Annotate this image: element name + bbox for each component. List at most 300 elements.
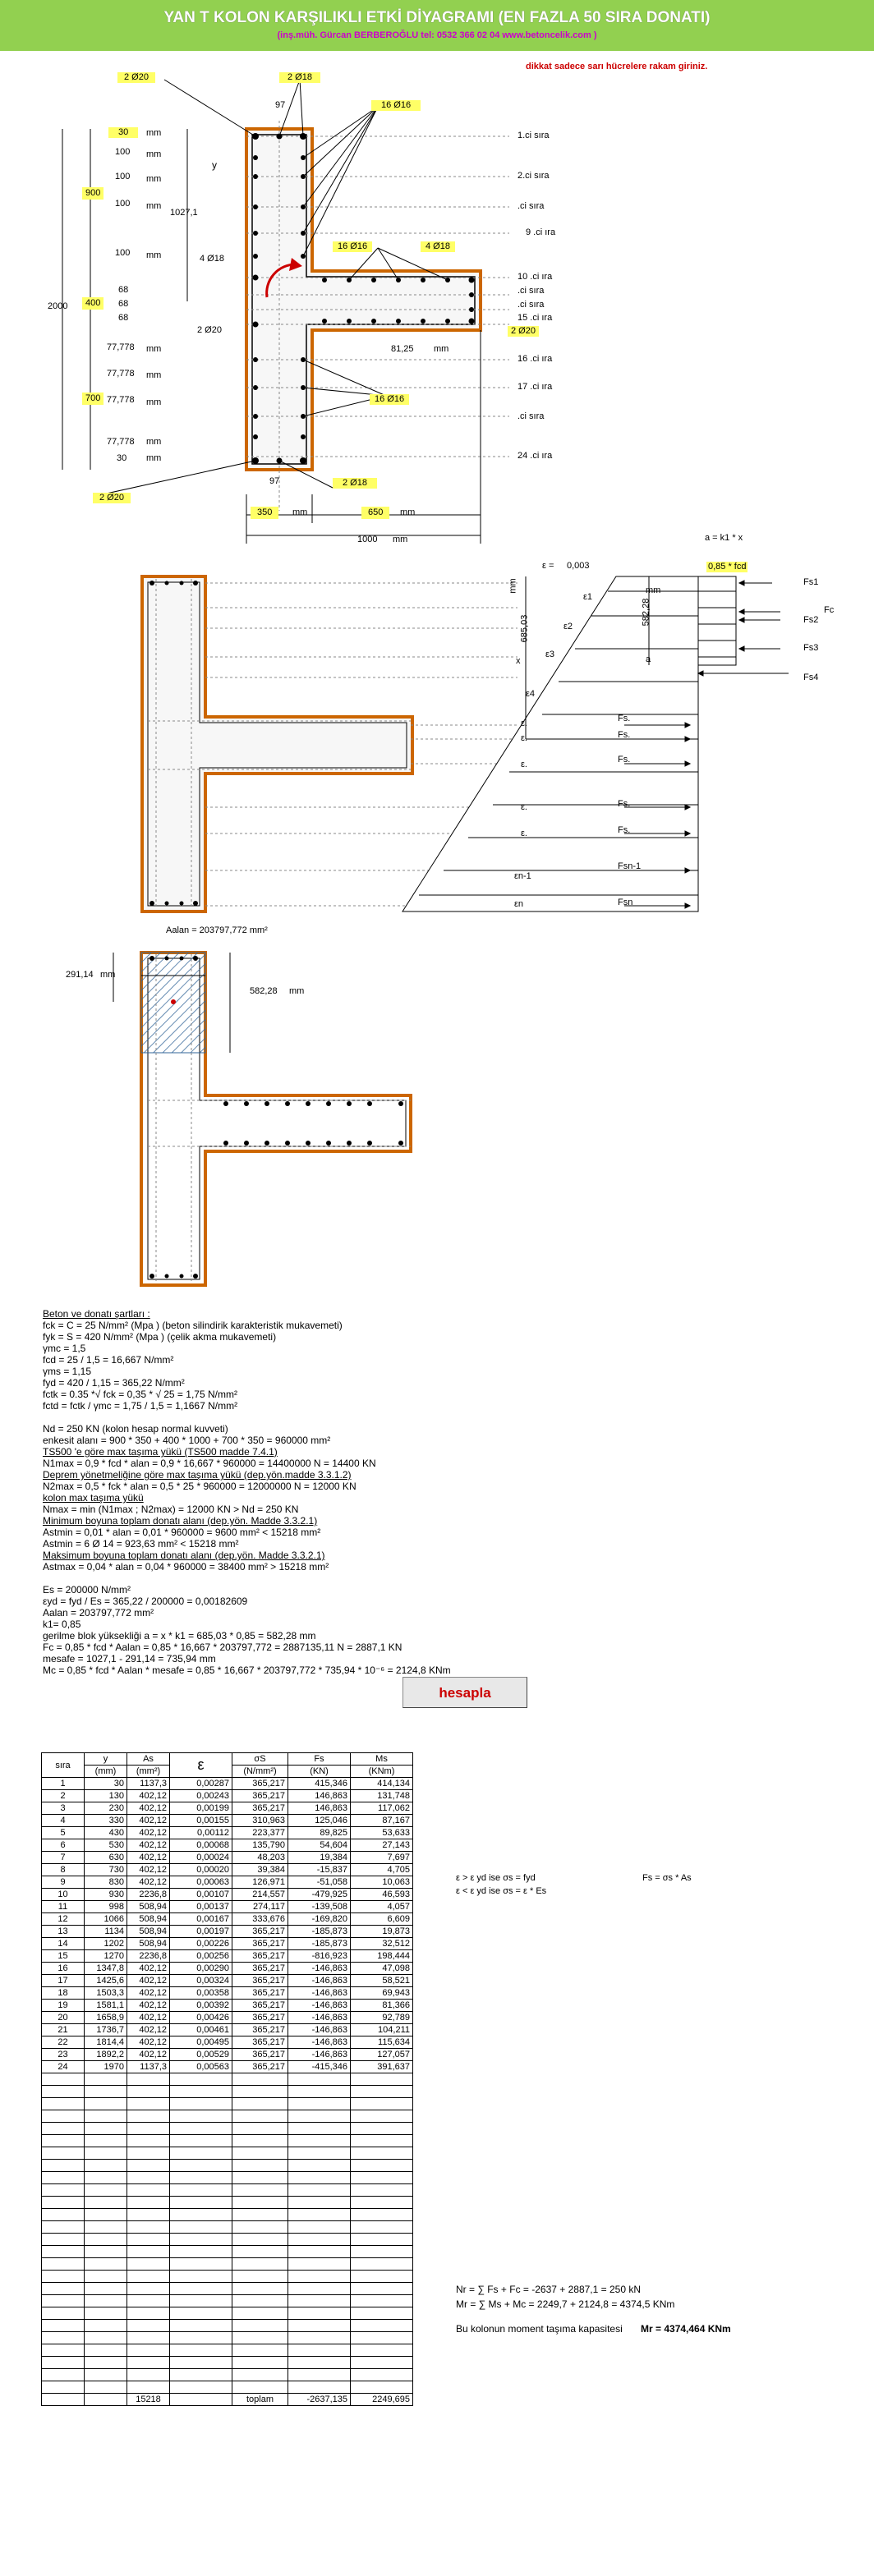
table-cell: 402,12 [127,2000,170,2012]
eps-1: ε1 [583,592,593,602]
empty-cell [127,2320,170,2332]
table-cell: 1814,4 [85,2036,127,2049]
empty-cell [351,2197,413,2209]
col-sigma: σS [232,1753,288,1766]
table-cell: 126,971 [232,1876,288,1889]
empty-cell [288,2271,351,2283]
total-as: 15218 [127,2394,170,2406]
empty-cell [42,2197,85,2209]
calc-line: N2max = 0,5 * fck * alan = 0,5 * 25 * 960000 = 12000000 N = 12000 KN [43,1481,356,1492]
empty-cell [170,2295,232,2307]
spacing-item: 68 [118,285,129,295]
calc-line: Astmax = 0,04 * alan = 0,04 * 960000 = 38400 mm² > 15218 mm² [43,1561,329,1573]
table-cell: -146,863 [288,2036,351,2049]
empty-cell [170,2344,232,2357]
empty-cell [42,2332,85,2344]
calc-line: Deprem yönetmeliğine göre max taşıma yükü (dep.yön.madde 3.3.1.2) [43,1469,352,1481]
table-cell: 198,444 [351,1950,413,1963]
compression-area-diagram [0,936,493,1289]
total-label: toplam [232,2394,288,2406]
table-cell: 4 [42,1815,85,1827]
empty-cell [288,2258,351,2271]
table-cell: 8 [42,1864,85,1876]
empty-cell [351,2172,413,2184]
mm-unit: mm [146,128,162,138]
table-cell: 402,12 [127,1864,170,1876]
empty-cell [85,2332,127,2344]
empty-cell [170,2369,232,2381]
table-cell: 1581,1 [85,2000,127,2012]
empty-cell [42,2160,85,2172]
empty-cell [85,2147,127,2160]
table-cell: -146,863 [288,2000,351,2012]
empty-cell [351,2320,413,2332]
empty-row [42,2332,413,2344]
empty-cell [85,2184,127,2197]
label-16fi16-c: 16 Ø16 [370,394,409,405]
table-body [42,1778,413,2394]
table-cell: 4,057 [351,1901,413,1913]
table-row [42,1987,413,2000]
table-cell: 1503,3 [85,1987,127,2000]
eps-7: ε. [521,760,527,769]
empty-cell [170,2258,232,2271]
empty-cell [85,2221,127,2234]
table-cell: 3 [42,1802,85,1815]
empty-cell [170,2246,232,2258]
calc-line: εyd = fyd / Es = 365,22 / 200000 = 0,00182609 [43,1596,248,1607]
table-cell: 0,00426 [170,2012,232,2024]
table-row [42,1938,413,1950]
col-fs: Fs [288,1753,351,1766]
empty-row [42,2234,413,2246]
empty-row [42,2369,413,2381]
table-cell: 365,217 [232,2061,288,2073]
label-2fi18-bottom: 2 Ø18 [333,478,377,489]
empty-cell [232,2381,288,2394]
dim-700[interactable]: 700 [82,393,104,405]
table-cell: 104,211 [351,2024,413,2036]
empty-cell [170,2172,232,2184]
empty-cell [42,2246,85,2258]
empty-cell [127,2283,170,2295]
force-fsn-1: Fsn-1 [618,861,642,871]
calc-line: Mc = 0,85 * fcd * Aalan * mesafe = 0,85 * 16,667 * 203797,772 * 735,94 * 10⁻⁶ = 2124,8 KNm [43,1665,451,1676]
label-2fi20-top: 2 Ø20 [117,72,155,83]
table-cell: 402,12 [127,1839,170,1852]
eps-8: ε. [521,802,527,812]
hesapla-button[interactable]: hesapla [402,1677,527,1708]
table-cell: 69,943 [351,1987,413,2000]
table-cell: 12 [42,1913,85,1926]
table-cell: 0,00107 [170,1889,232,1901]
empty-cell [351,2295,413,2307]
table-cell: -15,837 [288,1864,351,1876]
empty-cell [351,2184,413,2197]
force-fsn: Fsn [618,898,633,907]
table-cell: 402,12 [127,2036,170,2049]
k1-formula: a = k1 * x [705,533,743,543]
table-cell: 146,863 [288,1790,351,1802]
empty-row [42,2357,413,2369]
table-cell: 10 [42,1889,85,1901]
empty-cell [127,2209,170,2221]
unit-as: (mm²) [127,1766,170,1778]
table-row [42,1852,413,1864]
empty-cell [127,2332,170,2344]
empty-cell [232,2234,288,2246]
rule-1: ε > ε yd ise σs = fyd [456,1873,536,1883]
table-row [42,2061,413,2073]
table-row [42,2036,413,2049]
dim-900[interactable]: 900 [82,187,104,200]
table-cell: 0,00358 [170,1987,232,2000]
label-4fi18-a: 4 Ø18 [200,254,224,264]
table-cell: -169,820 [288,1913,351,1926]
empty-cell [288,2381,351,2394]
empty-cell [170,2073,232,2086]
table-cell: 402,12 [127,1815,170,1827]
table-cell: 81,366 [351,2000,413,2012]
table-cell: 1658,9 [85,2012,127,2024]
table-cell: 2 [42,1790,85,1802]
empty-cell [170,2332,232,2344]
table-cell: 1202 [85,1938,127,1950]
calc-line: fyd = 420 / 1,15 = 365,22 N/mm² [43,1377,185,1389]
empty-cell [42,2110,85,2123]
table-cell: 115,634 [351,2036,413,2049]
empty-cell [288,2283,351,2295]
table-cell: 0,00137 [170,1901,232,1913]
calc-line: TS500 'e göre max taşıma yükü (TS500 madde 7.4.1) [43,1446,278,1458]
empty-cell [232,2147,288,2160]
table-cell: 530 [85,1839,127,1852]
label-2fi20-bottom: 2 Ø20 [93,493,131,503]
table-cell: 930 [85,1889,127,1901]
empty-cell [170,2271,232,2283]
force-fs: Fs. [618,799,631,809]
spacing-item: 100 [115,172,131,181]
empty-row [42,2221,413,2234]
table-cell: 365,217 [232,1790,288,1802]
empty-cell [232,2073,288,2086]
table-cell: 2236,8 [127,1889,170,1901]
empty-cell [42,2135,85,2147]
row-label: 24 .ci ıra [518,451,553,461]
empty-cell [351,2135,413,2147]
empty-cell [85,2381,127,2394]
table-cell: 1425,6 [85,1975,127,1987]
eps-n-1: εn-1 [514,871,531,881]
empty-cell [170,2160,232,2172]
eps-4: ε4 [526,689,536,699]
force-fs4: Fs4 [803,673,819,682]
force-fs1: Fs1 [803,577,819,587]
empty-cell [85,2295,127,2307]
table-row [42,1913,413,1926]
empty-cell [170,2320,232,2332]
table-row [42,1889,413,1901]
empty-cell [127,2135,170,2147]
empty-cell [170,2307,232,2320]
table-cell: 20 [42,2012,85,2024]
calc-line: mesafe = 1027,1 - 291,14 = 735,94 mm [43,1653,216,1665]
total-row [42,2394,413,2406]
table-cell: 23 [42,2049,85,2061]
empty-cell [288,2197,351,2209]
empty-cell [85,2283,127,2295]
empty-cell [170,2357,232,2369]
table-cell: 117,062 [351,1802,413,1815]
table-cell: -479,925 [288,1889,351,1901]
capacity-value: Mr = 4374,464 KNm [641,2323,731,2335]
empty-cell [288,2234,351,2246]
table-cell: 414,134 [351,1778,413,1790]
calc-line: Astmin = 0,01 * alan = 0,01 * 960000 = 9600 mm² < 15218 mm² [43,1527,321,1538]
eps-5: ε. [521,719,527,728]
table-cell: 127,057 [351,2049,413,2061]
calc-line: γmc = 1,5 [43,1343,86,1354]
force-fc: Fc [824,605,835,615]
x-dim: 685,03 [519,614,530,643]
x-label: x [516,656,521,666]
mm-unit: mm [146,250,162,260]
spacing-item: 100 [115,147,131,157]
row-label: 1.ci sıra [518,131,550,140]
table-cell: 365,217 [232,2024,288,2036]
empty-cell [351,2073,413,2086]
eps-2: ε2 [564,622,573,631]
empty-cell [288,2221,351,2234]
empty-cell [288,2073,351,2086]
empty-cell [351,2332,413,2344]
empty-cell [232,2271,288,2283]
calc-line: fyk = S = 420 N/mm² (Mpa ) (çelik akma mukavemeti) [43,1331,277,1343]
table-cell: 13 [42,1926,85,1938]
table-cell: 430 [85,1827,127,1839]
table-cell: 365,217 [232,1778,288,1790]
empty-cell [42,2234,85,2246]
empty-cell [351,2147,413,2160]
table-cell: 365,217 [232,2000,288,2012]
empty-cell [85,2234,127,2246]
table-cell: 0,00529 [170,2049,232,2061]
label-2fi20-right: 2 Ø20 [508,326,539,337]
table-cell: 402,12 [127,1827,170,1839]
empty-row [42,2197,413,2209]
table-cell: 14 [42,1938,85,1950]
table-cell: 1066 [85,1913,127,1926]
table-cell: 402,12 [127,1852,170,1864]
empty-cell [42,2295,85,2307]
calculation-block [43,1308,831,1676]
table-cell: -816,923 [288,1950,351,1963]
empty-cell [232,2320,288,2332]
empty-cell [170,2283,232,2295]
empty-row [42,2381,413,2394]
label-16fi16-a: 16 Ø16 [371,100,421,111]
table-row [42,1815,413,1827]
empty-cell [170,2184,232,2197]
row-label: 15 .ci ıra [518,313,553,323]
table-cell: 0,00199 [170,1802,232,1815]
mm-unit: mm [100,970,116,980]
unit-sigma: (N/mm²) [232,1766,288,1778]
empty-cell [42,2086,85,2098]
table-cell: -185,873 [288,1926,351,1938]
row-label: .ci sıra [518,300,545,310]
empty-cell [127,2147,170,2160]
table-cell: 21 [42,2024,85,2036]
table-cell: 402,12 [127,1790,170,1802]
table-cell: 402,12 [127,2024,170,2036]
col-eps: ε [170,1753,232,1778]
col-as: As [127,1753,170,1766]
empty-row [42,2123,413,2135]
empty-cell [170,2234,232,2246]
force-fs: Fs. [618,714,631,723]
table-cell: 89,825 [288,1827,351,1839]
table-cell: 0,00020 [170,1864,232,1876]
empty-cell [170,2098,232,2110]
total-empty [42,2394,85,2406]
table-cell: 365,217 [232,1926,288,1938]
empty-cell [351,2234,413,2246]
table-cell: 53,633 [351,1827,413,1839]
table-cell: 1137,3 [127,2061,170,2073]
table-cell: 508,94 [127,1913,170,1926]
table-cell: 1970 [85,2061,127,2073]
table-cell: 274,117 [232,1901,288,1913]
table-cell: 508,94 [127,1938,170,1950]
calc-line: Es = 200000 N/mm² [43,1584,131,1596]
table-cell: 131,748 [351,1790,413,1802]
empty-cell [288,2135,351,2147]
empty-row [42,2344,413,2357]
dim-81-25: 81,25 [391,344,414,354]
empty-cell [288,2307,351,2320]
result-mr: Mr = ∑ Ms + Mc = 2249,7 + 2124,8 = 4374,5 KNm [456,2298,675,2310]
table-row [42,1802,413,1815]
empty-cell [127,2197,170,2209]
label-2fi18-top: 2 Ø18 [279,72,320,83]
calc-line: γms = 1,15 [43,1366,92,1377]
row-label: 2.ci sıra [518,171,550,181]
table-row [42,1778,413,1790]
empty-cell [127,2307,170,2320]
empty-cell [42,2357,85,2369]
empty-cell [288,2295,351,2307]
empty-row [42,2086,413,2098]
table-cell: 19,384 [288,1852,351,1864]
empty-cell [288,2184,351,2197]
table-cell: 1736,7 [85,2024,127,2036]
table-cell: 365,217 [232,1963,288,1975]
table-cell: 365,217 [232,1950,288,1963]
empty-cell [288,2332,351,2344]
empty-cell [42,2123,85,2135]
spacing-item: 30 [117,453,127,463]
table-cell: 1134 [85,1926,127,1938]
empty-row [42,2307,413,2320]
spacing-item: 77,778 [107,437,135,447]
dim-1027: 1027,1 [170,208,198,218]
empty-cell [351,2221,413,2234]
table-cell: 402,12 [127,1802,170,1815]
table-row [42,1950,413,1963]
eps-n: εn [514,899,524,909]
total-ms: 2249,695 [351,2394,413,2406]
table-cell: 6 [42,1839,85,1852]
force-fs3: Fs3 [803,643,819,653]
empty-row [42,2073,413,2086]
empty-cell [170,2110,232,2123]
empty-cell [127,2221,170,2234]
empty-cell [127,2357,170,2369]
calc-line: Fc = 0,85 * fcd * Aalan = 0,85 * 16,667 * 203797,772 = 2887135,11 N = 2887,1 KN [43,1642,402,1653]
table-cell: -51,058 [288,1876,351,1889]
mm-unit: mm [146,437,162,447]
empty-cell [127,2246,170,2258]
mm-unit: mm [146,201,162,211]
spacing-item: 100 [115,199,131,209]
col-ms: Ms [351,1753,413,1766]
width-650[interactable]: 650 [361,507,389,519]
empty-cell [85,2246,127,2258]
eps-3: ε3 [545,650,555,659]
dim-400[interactable]: 400 [82,297,104,310]
empty-cell [42,2209,85,2221]
warning-note: dikkat sadece sarı hücrelere rakam giriniz. [526,62,708,71]
empty-cell [170,2381,232,2394]
col-sira: sıra [42,1753,85,1778]
empty-cell [42,2184,85,2197]
empty-row [42,2147,413,2160]
table-cell: 402,12 [127,1975,170,1987]
empty-cell [351,2369,413,2381]
width-350[interactable]: 350 [251,507,278,519]
table-cell: 1347,8 [85,1963,127,1975]
table-cell: 365,217 [232,2012,288,2024]
empty-cell [85,2098,127,2110]
empty-cell [232,2172,288,2184]
empty-cell [232,2184,288,2197]
empty-row [42,2320,413,2332]
calc-line: Maksimum boyuna toplam donatı alanı (dep.yön. Madde 3.3.2.1) [43,1550,325,1561]
table-row [42,1926,413,1938]
spacing-item[interactable]: 30 [108,127,138,138]
table-row [42,2024,413,2036]
empty-cell [288,2086,351,2098]
table-cell: 214,557 [232,1889,288,1901]
empty-cell [232,2283,288,2295]
empty-cell [351,2258,413,2271]
table-cell: 0,00112 [170,1827,232,1839]
spacing-item: 100 [115,248,131,258]
mm-unit: mm [146,453,162,463]
table-cell: 7,697 [351,1852,413,1864]
empty-cell [288,2246,351,2258]
empty-cell [127,2123,170,2135]
a-dim: 582,28 [641,598,651,627]
empty-row [42,2283,413,2295]
mm-unit: mm [393,535,408,544]
rebar-table [41,1752,413,2406]
table-row [42,2012,413,2024]
empty-row [42,2160,413,2172]
mm-unit: mm [146,149,162,159]
force-fs: Fs. [618,825,631,835]
